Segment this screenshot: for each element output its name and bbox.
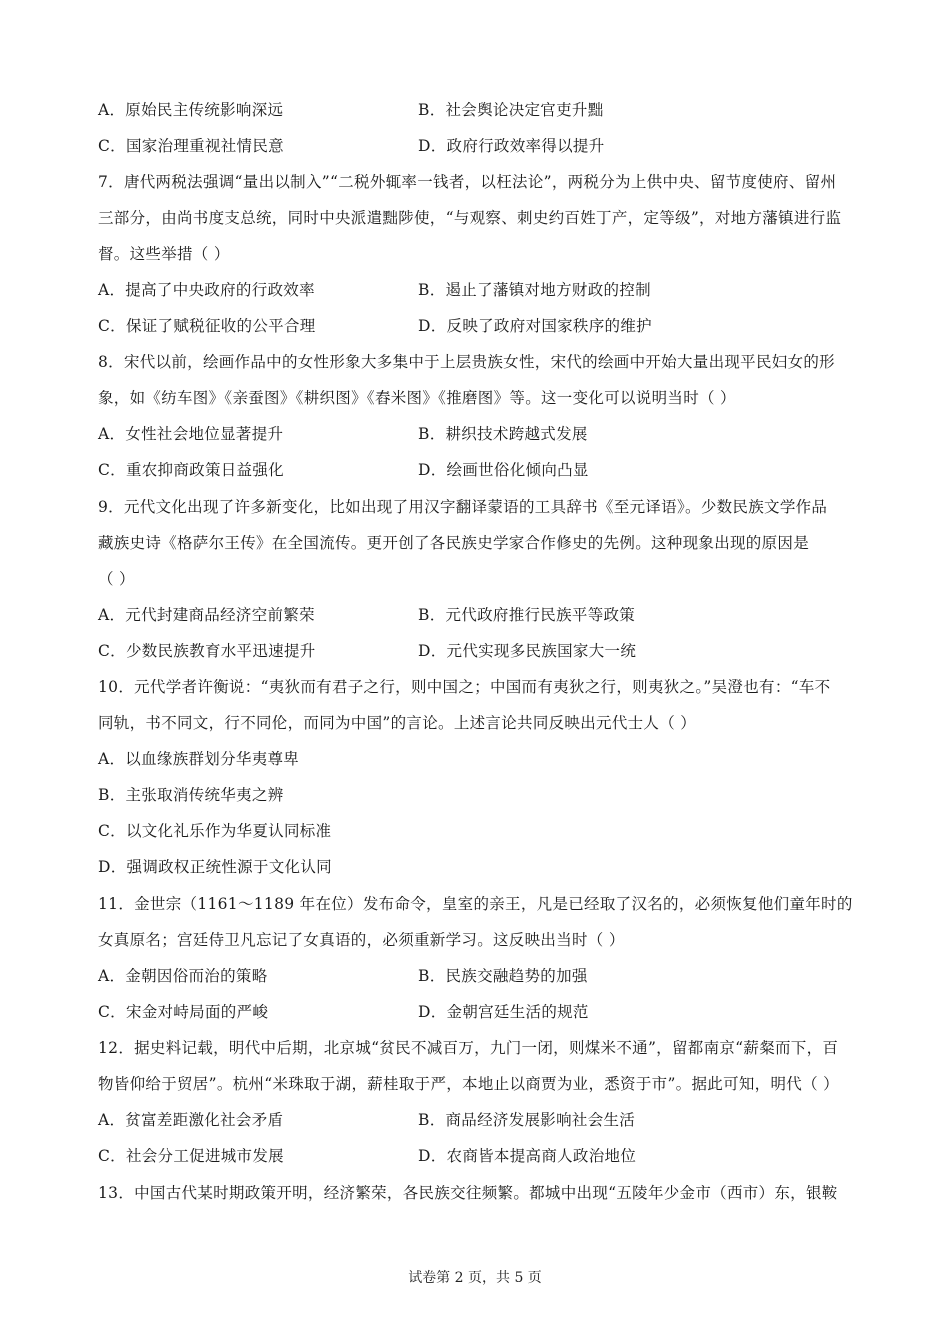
q7-option-c: C．保证了赋税征收的公平合理 xyxy=(98,317,316,335)
page-footer: 试卷第 2 页，共 5 页 xyxy=(408,1270,542,1286)
q10-option-a: A．以血缘族群划分华夷尊卑 xyxy=(98,750,300,768)
q8-option-b: B．耕织技术跨越式发展 xyxy=(418,425,588,443)
q8-stem-line-1: 8．宋代以前，绘画作品中的女性形象大多集中于上层贵族女性，宋代的绘画中开始大量出现平民妇女的形 xyxy=(98,353,835,371)
q12-stem-line-2: 物皆仰给于贸居”。杭州“米珠取于湖，薪桂取于严，本地止以商贾为业，悉资于市”。据此可知，明代（ ） xyxy=(98,1075,839,1093)
q6-option-a: A．原始民主传统影响深远 xyxy=(98,101,284,119)
q12-stem-line-1: 12．据史料记载，明代中后期，北京城“贫民不减百万，九门一闭，则煤米不通”，留都南京“薪粲而下，百 xyxy=(98,1039,839,1057)
q10-option-c: C．以文化礼乐作为华夏认同标准 xyxy=(98,822,332,840)
q9-stem-line-1: 9．元代文化出现了许多新变化，比如出现了用汉字翻译蒙语的工具辞书《至元译语》。少数民族文学作品 xyxy=(98,498,828,516)
q11-option-b: B．民族交融趋势的加强 xyxy=(418,967,588,985)
q7-stem-line-2: 三部分，由尚书度支总统，同时中央派遣黜陟使，“与观察、刺史约百姓丁产，定等级”，对地方藩镇进行监 xyxy=(98,209,842,227)
q7-option-d: D．反映了政府对国家秩序的维护 xyxy=(418,317,652,335)
q10-stem-line-2: 同轨，书不同文，行不同伦，而同为中国”的言论。上述言论共同反映出元代士人（ ） xyxy=(98,714,697,732)
q9-option-b: B．元代政府推行民族平等政策 xyxy=(418,606,636,624)
q12-option-b: B．商品经济发展影响社会生活 xyxy=(418,1111,636,1129)
q12-option-a: A．贫富差距激化社会矛盾 xyxy=(98,1111,284,1129)
q11-stem-line-1: 11．金世宗（1161～1189 年在位）发布命令，皇室的亲王，凡是已经取了汉名的，必须恢复他们童年时的 xyxy=(98,895,853,913)
q9-stem-line-2: 藏族史诗《格萨尔王传》在全国流传。更开创了各民族史学家合作修史的先例。这种现象出现的原因是 xyxy=(98,534,810,552)
q7-option-b: B．遏止了藩镇对地方财政的控制 xyxy=(418,281,651,299)
q11-option-a: A．金朝因俗而治的策略 xyxy=(98,967,268,985)
q13-stem-line-1: 13．中国古代某时期政策开明，经济繁荣，各民族交往频繁。都城中出现“五陵年少金市（西市）东，银鞍 xyxy=(98,1184,838,1202)
q11-option-d: D．金朝宫廷生活的规范 xyxy=(418,1003,589,1021)
q7-option-a: A．提高了中央政府的行政效率 xyxy=(98,281,315,299)
q9-option-a: A．元代封建商品经济空前繁荣 xyxy=(98,606,315,624)
q10-option-b: B．主张取消传统华夷之辨 xyxy=(98,786,284,804)
q6-option-b: B．社会舆论决定官吏升黜 xyxy=(418,101,604,119)
q8-option-d: D．绘画世俗化倾向凸显 xyxy=(418,461,589,479)
q6-option-c: C．国家治理重视社情民意 xyxy=(98,137,284,155)
q8-option-a: A．女性社会地位显著提升 xyxy=(98,425,284,443)
q11-stem-line-2: 女真原名；宫廷侍卫凡忘记了女真语的，必须重新学习。这反映出当时（ ） xyxy=(98,931,625,949)
q10-stem-line-1: 10．元代学者许衡说：“夷狄而有君子之行，则中国之；中国而有夷狄之行，则夷狄之。”吴澄也有：“车不 xyxy=(98,678,831,696)
q10-option-d: D．强调政权正统性源于文化认同 xyxy=(98,858,332,876)
q11-option-c: C．宋金对峙局面的严峻 xyxy=(98,1003,269,1021)
q12-option-c: C．社会分工促进城市发展 xyxy=(98,1147,284,1165)
q9-option-c: C．少数民族教育水平迅速提升 xyxy=(98,642,316,660)
q6-option-d: D．政府行政效率得以提升 xyxy=(418,137,605,155)
q8-stem-line-2: 象，如《纺车图》《亲蚕图》《耕织图》《舂米图》《推磨图》等。这一变化可以说明当时（ ） xyxy=(98,389,736,407)
q12-option-d: D．农商皆本提高商人政治地位 xyxy=(418,1147,637,1165)
q9-stem-line-3: （ ） xyxy=(98,570,135,588)
q7-stem-line-1: 7．唐代两税法强调“量出以制入”“二税外辄率一钱者，以枉法论”，两税分为上供中央、留节度使府、留州 xyxy=(98,173,837,191)
q9-option-d: D．元代实现多民族国家大一统 xyxy=(418,642,637,660)
q8-option-c: C．重农抑商政策日益强化 xyxy=(98,461,284,479)
q7-stem-line-3: 督。这些举措（ ） xyxy=(98,245,230,263)
